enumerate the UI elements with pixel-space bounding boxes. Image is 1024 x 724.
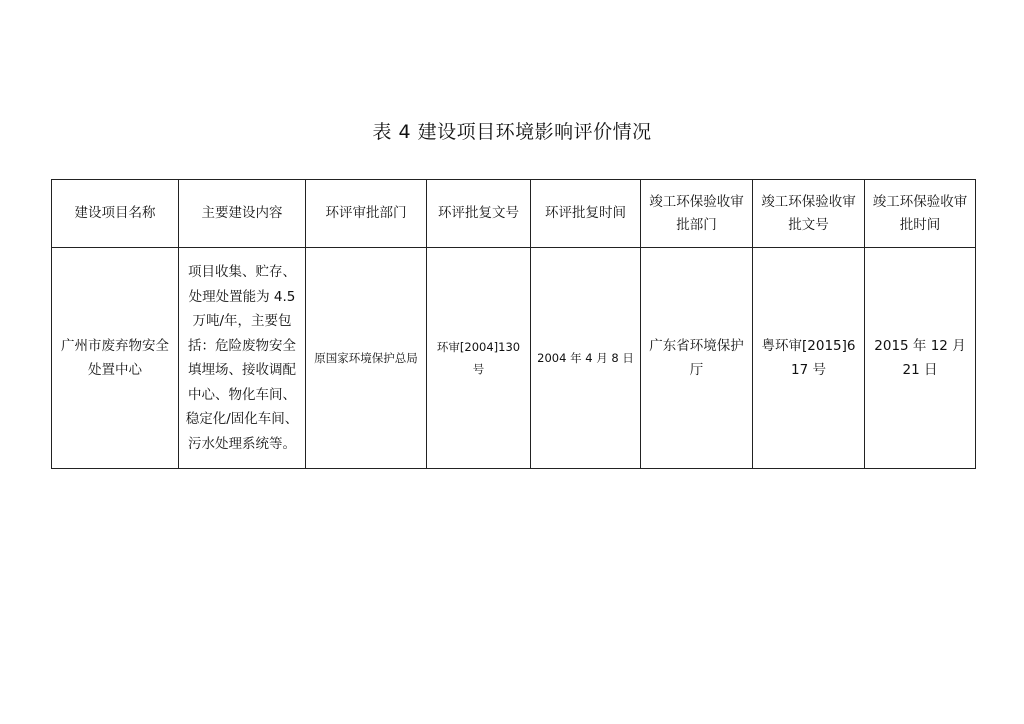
header-project-name: 建设项目名称 xyxy=(52,180,179,248)
header-main-content: 主要建设内容 xyxy=(179,180,306,248)
header-eia-dept: 环评审批部门 xyxy=(306,180,427,248)
header-eia-doc-no: 环评批复文号 xyxy=(427,180,531,248)
header-eia-date: 环评批复时间 xyxy=(531,180,641,248)
cell-eia-doc-no: 环审[2004]130号 xyxy=(427,248,531,469)
table-header-row xyxy=(52,180,976,248)
cell-acceptance-date: 2015 年 12 月 21 日 xyxy=(865,248,976,469)
cell-acceptance-doc-no: 粤环审[2015]617 号 xyxy=(753,248,865,469)
cell-project-name: 广州市废弃物安全处置中心 xyxy=(52,248,179,469)
header-acceptance-date: 竣工环保验收审批时间 xyxy=(865,180,976,248)
cell-acceptance-dept: 广东省环境保护厅 xyxy=(641,248,753,469)
cell-eia-date: 2004 年 4 月 8 日 xyxy=(531,248,641,469)
table-row xyxy=(52,248,976,469)
cell-eia-dept: 原国家环境保护总局 xyxy=(306,248,427,469)
eia-table xyxy=(51,179,976,469)
header-acceptance-dept: 竣工环保验收审批部门 xyxy=(641,180,753,248)
table-title: 表 4 建设项目环境影响评价情况 xyxy=(372,121,652,143)
cell-main-content: 项目收集、贮存、处理处置能为 4.5 万吨/年，主要包括：危险废物安全填埋场、接收调配中心、物化车间、稳定化/固化车间、污水处理系统等。 xyxy=(179,248,306,469)
header-acceptance-doc-no: 竣工环保验收审批文号 xyxy=(753,180,865,248)
